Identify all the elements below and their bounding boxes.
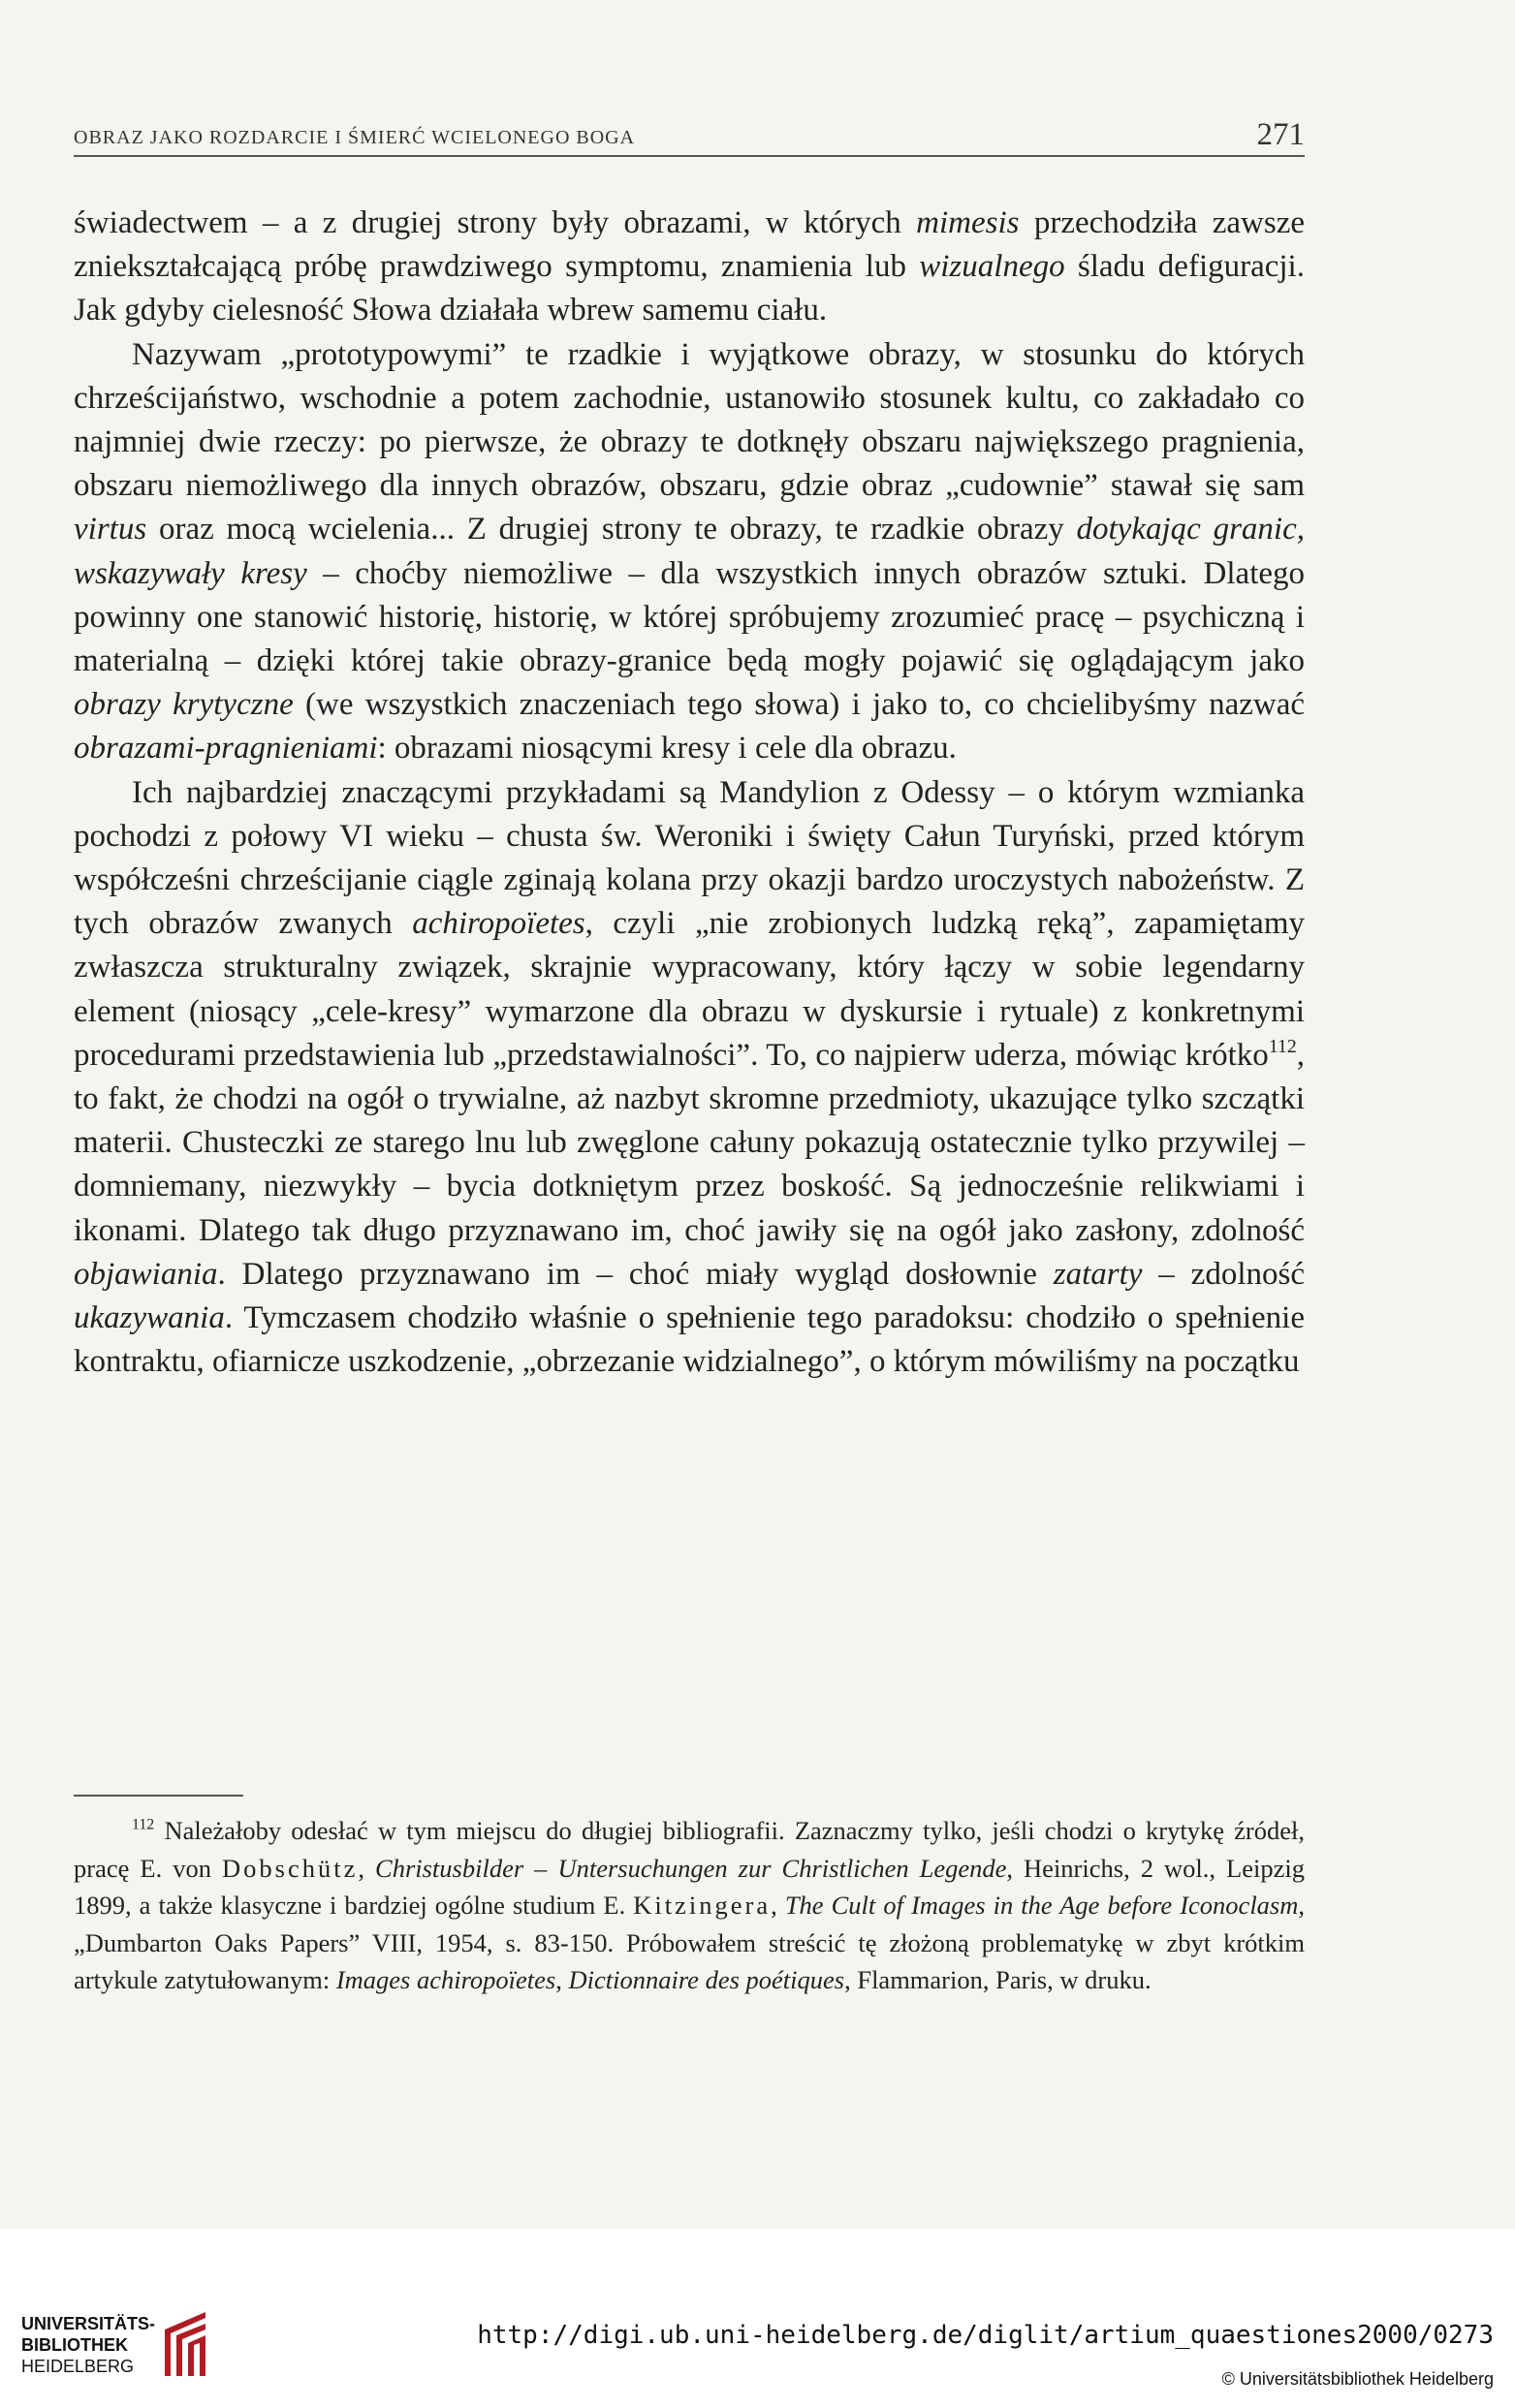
italic-term: obrazy krytyczne [74, 687, 294, 723]
text-run: , Heinrichs, 2 wol., Leipzig 1899, a także klasyczne i bardziej ogólne studium E. [74, 1853, 1305, 1920]
italic-term: objawiania [74, 1256, 218, 1292]
paragraph-3 [74, 771, 1305, 1385]
text-run: : obrazami niosącymi kresy i cele dla obrazu. [377, 731, 957, 766]
text-run: świadectwem – a z drugiej strony były obrazami, w których [74, 205, 917, 240]
italic-term: mimesis [916, 205, 1020, 240]
author-name: Dobschütz [222, 1853, 359, 1883]
library-footer [0, 2229, 1515, 2408]
book-title: The Cult of Images in the Age before Iconoclasm [784, 1891, 1299, 1920]
text-run: , [771, 1891, 785, 1920]
italic-term: wizualnego [919, 249, 1065, 285]
text-run: – zdolność [1142, 1256, 1305, 1292]
italic-term: achiropoïetes [412, 906, 585, 942]
text-run: przechodziła zawsze zniekształcającą próbę prawdziwego symptomu, znamienia lub [74, 205, 1305, 285]
logo-line: BIBLIOTHEK [21, 2335, 128, 2355]
library-logo-text [21, 2313, 155, 2377]
text-run: , czyli „nie zrobionych ludzką ręką”, zapamiętamy zwłaszcza strukturalny związek, skrajnie wypracowany, który łączy w sobie legendarny element (niosący „cele-kresy” wymarzone dla obrazu w dyskursie i rytuale) z konkretnymi procedurami przedstawienia lub „przedstawialności”. To, co najpierw uderza, mówiąc krótko [74, 906, 1305, 1073]
author-name: Kitzingera [633, 1891, 772, 1920]
text-run: Nazywam „prototypowymi” te rzadkie i wyjątkowe obrazy, w stosunku do których chrześcijaństwo, wschodnie a potem zachodnie, ustanowiło stosunek kultu, co zakładało co najmniej dwie rzeczy: po pierwsze, że obrazy te dotknęły obszaru największego pragnienia, obszaru niemożliwego dla innych obrazów, obszaru, gdzie obraz „cudownie” stawał się sam [74, 336, 1305, 504]
paragraph-2 [74, 333, 1305, 771]
text-run: , Flammarion, Paris, w druku. [844, 1965, 1152, 1994]
page-number: 271 [1256, 117, 1305, 152]
footnote-reference[interactable]: 112 [1268, 1036, 1297, 1057]
italic-term: zatarty [1053, 1256, 1143, 1292]
text-run: , [555, 1965, 569, 1994]
body-text [74, 202, 1305, 1384]
logo-line: UNIVERSITÄTS- [21, 2314, 156, 2333]
italic-term: virtus [74, 512, 147, 547]
article-title: Images achiropoïetes [335, 1965, 556, 1994]
source-url-link[interactable]: http://digi.ub.uni-heidelberg.de/diglit/artium_quaestiones2000/0273 [477, 2321, 1494, 2350]
text-run: oraz mocą wcielenia... Z drugiej strony te obrazy, te rzadkie obrazy [146, 512, 1077, 547]
library-logo-icon [159, 2308, 211, 2378]
text-run: śladu defiguracji. Jak gdyby cielesność Słowa działała wbrew samemu ciału. [74, 249, 1305, 328]
italic-term: obrazami-pragnieniami [74, 731, 378, 766]
text-run: , to fakt, że chodzi na ogół o trywialne, aż nazbyt skromne przedmioty, ukazujące tylko szczątki materii. Chusteczki ze starego lnu lub zwęglone całuny pokazują ostatecznie tylko przywilej – domniemany, niezwykły – bycia dotkniętym przez boskość. Są jednocześnie relikwiami i ikonami. Dlatego tak długo przyznawano im, choć jawiły się na ogół jako zasłony, zdolność [74, 1037, 1305, 1248]
italic-term: ukazywania [74, 1300, 225, 1336]
text-run: . Dlatego przyznawano im – choć miały wygląd dosłownie [217, 1256, 1054, 1292]
footnote-112 [74, 1812, 1305, 1999]
text-run: . Tymczasem chodziło właśnie o spełnienie tego paradoksu: chodziło o spełnienie kontraktu, ofiarnicze uszkodzenie, „obrzezanie widzialnego”, o którym mówiliśmy na początku [74, 1300, 1305, 1380]
footnote-number: 112 [132, 1816, 155, 1833]
paragraph-1 [74, 202, 1305, 333]
text-run: Ich najbardziej znaczącymi przykładami są Mandylion z Odessy – o którym wzmianka pochodzi z połowy VI wieku – chusta św. Weroniki i święty Całun Turyński, przed którym współcześni chrześcijanie ciągle zginają kolana przy okazji bardzo uroczystych nabożeństw. Z tych obrazów zwanych [74, 774, 1305, 942]
copyright-notice: © Universitätsbibliothek Heidelberg [1221, 2369, 1494, 2389]
italic-term: dotykając granic, wskazywały kresy [74, 512, 1305, 591]
book-title: Dictionnaire des poétiques [568, 1965, 845, 1994]
text-run: – choćby niemożliwe – dla wszystkich innych obrazów sztuki. Dlatego powinny one stanowić historię, historię, w której spróbujemy zrozumieć pracę – psychiczną i materialną – dzięki której takie obrazy-granice będą mogły pojawić się oglądającym jako [74, 555, 1306, 679]
text-run: , [358, 1853, 376, 1883]
footnote-divider [74, 1795, 243, 1797]
book-title: Christusbilder – Untersuchungen zur Christlichen Legende [375, 1853, 1007, 1883]
running-head [74, 109, 1305, 157]
logo-line: HEIDELBERG [21, 2357, 135, 2376]
text-run: (we wszystkich znaczeniach tego słowa) i jako to, co chcielibyśmy nazwać [293, 687, 1305, 723]
text-run: , „Dumbarton Oaks Papers” VIII, 1954, s. 83-150. Próbowałem streścić tę złożoną problematykę w zbyt krótkim artykule zatytułowanym: [74, 1891, 1306, 1994]
running-title: OBRAZ JAKO ROZDARCIE I ŚMIERĆ WCIELONEGO BOGA [74, 127, 636, 148]
text-run: Należałoby odesłać w tym miejscu do długiej bibliografii. Zaznaczmy tylko, jeśli chodzi o krytykę źródeł, pracę E. von [74, 1816, 1305, 1883]
footnote-text [74, 1812, 1305, 1999]
